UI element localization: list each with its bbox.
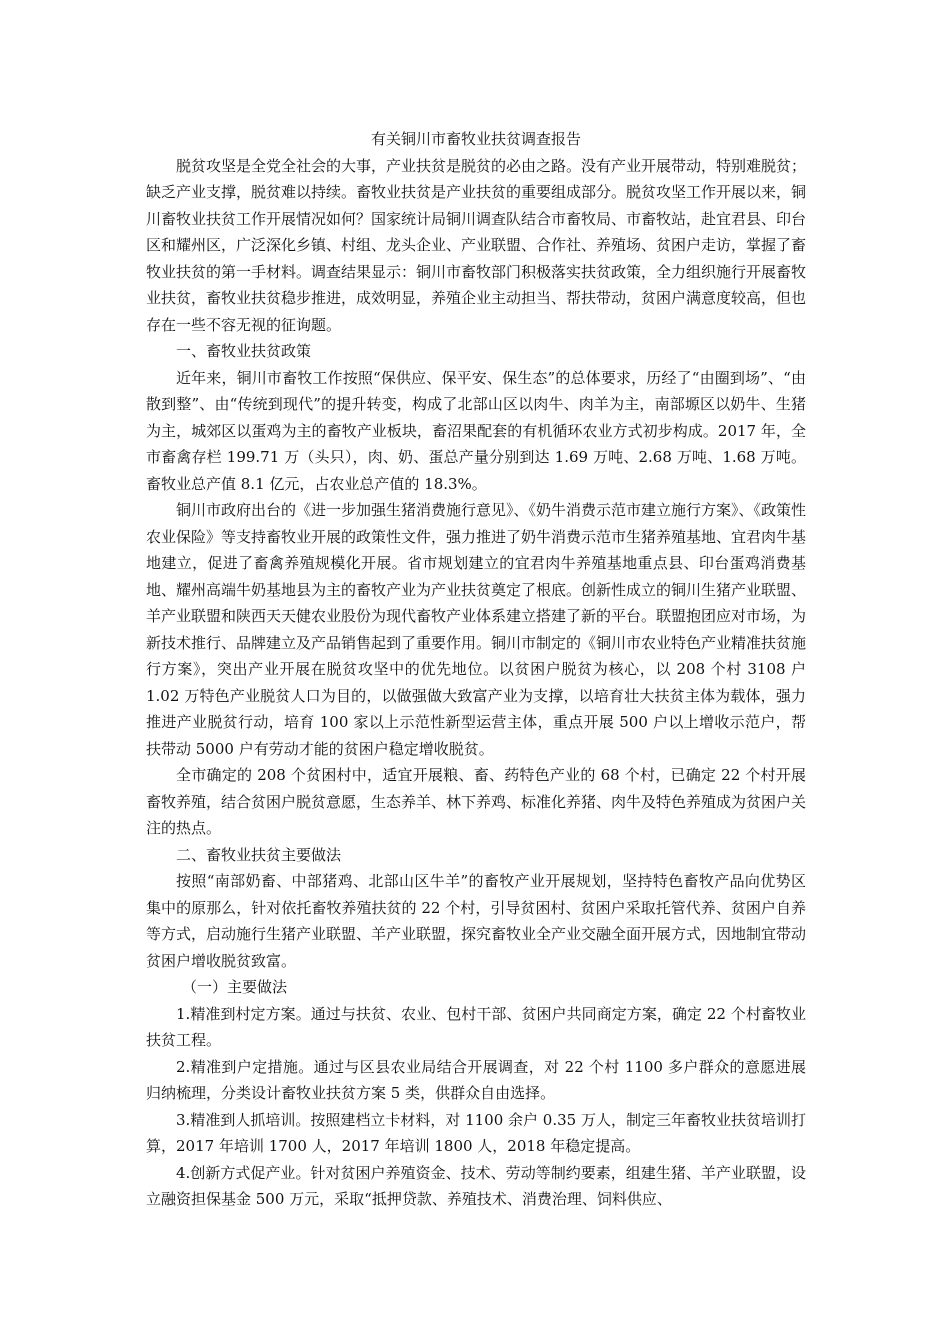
document-page	[146, 126, 806, 1213]
list-item-4: 4.创新方式促产业。针对贫困户养殖资金、技术、劳动等制约要素，组建生猪、羊产业联盟，设立融资担保基金 500 万元，采取“抵押贷款、养殖技术、消费治理、饲料供应、	[146, 1163, 806, 1208]
list-item-1: 1.精准到村定方案。通过与扶贫、农业、包村干部、贫困户共同商定方案，确定 22 个村畜牧业扶贫工程。	[146, 1004, 806, 1049]
subsection-heading: （一）主要做法	[182, 978, 288, 996]
section-1-paragraph-2: 铜川市政府出台的《进一步加强生猪消费施行意见》、《奶牛消费示范市建立施行方案》、《政策性农业保险》等支持畜牧业开展的政策性文件，强力推进了奶牛消费示范市生猪养殖基地、宜君肉牛基地建立，促进了畜禽养殖规模化开展。省市规划建立的宜君肉牛养殖基地重点县、印台蛋鸡消费基地、耀州高端牛奶基地县为主的畜牧产业为产业扶贫奠定了根底。创新性成立的铜川生猪产业联盟、羊产业联盟和陕西天天健农业股份为现代畜牧产业体系建立搭建了新的平台。联盟抱团应对市场，为新技术推行、品牌建立及产品销售起到了重要作用。铜川市制定的《铜川市农业特色产业精准扶贫施行方案》，突出产业开展在脱贫攻坚中的优先地位。以贫困户脱贫为核心，以 208 个村 3108 户 1.02 万特色产业脱贫人口为目的，以做强做大致富产业为支撑，以培育壮大扶贫主体为载体，强力推进产业脱贫行动，培育 100 家以上示范性新型运营主体，重点开展 500 户以上增收示范户，帮扶带动 5000 户有劳动才能的贫困户稳定增收脱贫。	[146, 501, 807, 758]
section-1-heading: 一、畜牧业扶贫政策	[176, 342, 312, 360]
section-2-paragraph-1: 按照“南部奶畜、中部猪鸡、北部山区牛羊”的畜牧产业开展规划，坚持特色畜牧产品向优势区集中的原那么，针对依托畜牧养殖扶贫的 22 个村，引导贫困村、贫困户采取托管代养、贫困户自养等方式，启动施行生猪产业联盟、羊产业联盟，探究畜牧业全产业交融全面开展方式，因地制宜带动贫困户增收脱贫致富。	[146, 872, 807, 970]
list-item-2: 2.精准到户定措施。通过与区县农业局结合开展调查，对 22 个村 1100 多户群众的意愿进展归纳梳理，分类设计畜牧业扶贫方案 5 类，供群众自由选择。	[146, 1057, 806, 1102]
list-item-3: 3.精准到人抓培训。按照建档立卡材料，对 1100 余户 0.35 万人，制定三年畜牧业扶贫培训打算，2017 年培训 1700 人，2017 年培训 1800 人，2018 年稳定提高。	[146, 1110, 806, 1155]
intro-paragraph: 脱贫攻坚是全党全社会的大事，产业扶贫是脱贫的必由之路。没有产业开展带动，特别难脱贫；缺乏产业支撑，脱贫难以持续。畜牧业扶贫是产业扶贫的重要组成部分。脱贫攻坚工作开展以来，铜川畜牧业扶贫工作开展情况如何？国家统计局铜川调查队结合市畜牧局、市畜牧站，赴宜君县、印台区和耀州区，广泛深化乡镇、村组、龙头企业、产业联盟、合作社、养殖场、贫困户走访，掌握了畜牧业扶贫的第一手材料。调查结果显示：铜川市畜牧部门积极落实扶贫政策，全力组织施行开展畜牧业扶贫，畜牧业扶贫稳步推进，成效明显，养殖企业主动担当、帮扶带动，贫困户满意度较高，但也存在一些不容无视的征询题。	[146, 156, 807, 334]
section-1-paragraph-3: 全市确定的 208 个贫困村中，适宜开展粮、畜、药特色产业的 68 个村，已确定 22 个村开展畜牧养殖，结合贫困户脱贫意愿，生态养羊、林下养鸡、标准化养猪、肉牛及特色养殖成为贫困户关注的热点。	[146, 766, 807, 837]
section-1-paragraph-1: 近年来，铜川市畜牧工作按照“保供应、保平安、保生态”的总体要求，历经了“由圈到场”、“由散到整”、由“传统到现代”的提升转变，构成了北部山区以肉牛、肉羊为主，南部塬区以奶牛、生猪为主，城郊区以蛋鸡为主的畜牧产业板块，畜沼果配套的有机循环农业方式初步构成。2017 年，全市畜禽存栏 199.71 万（头只），肉、奶、蛋总产量分别到达 1.69 万吨、2.68 万吨、1.68 万吨。畜牧业总产值 8.1 亿元，占农业总产值的 18.3%。	[146, 368, 806, 493]
document-title: 有关铜川市畜牧业扶贫调查报告	[370, 130, 581, 148]
section-2-heading: 二、畜牧业扶贫主要做法	[176, 845, 342, 864]
